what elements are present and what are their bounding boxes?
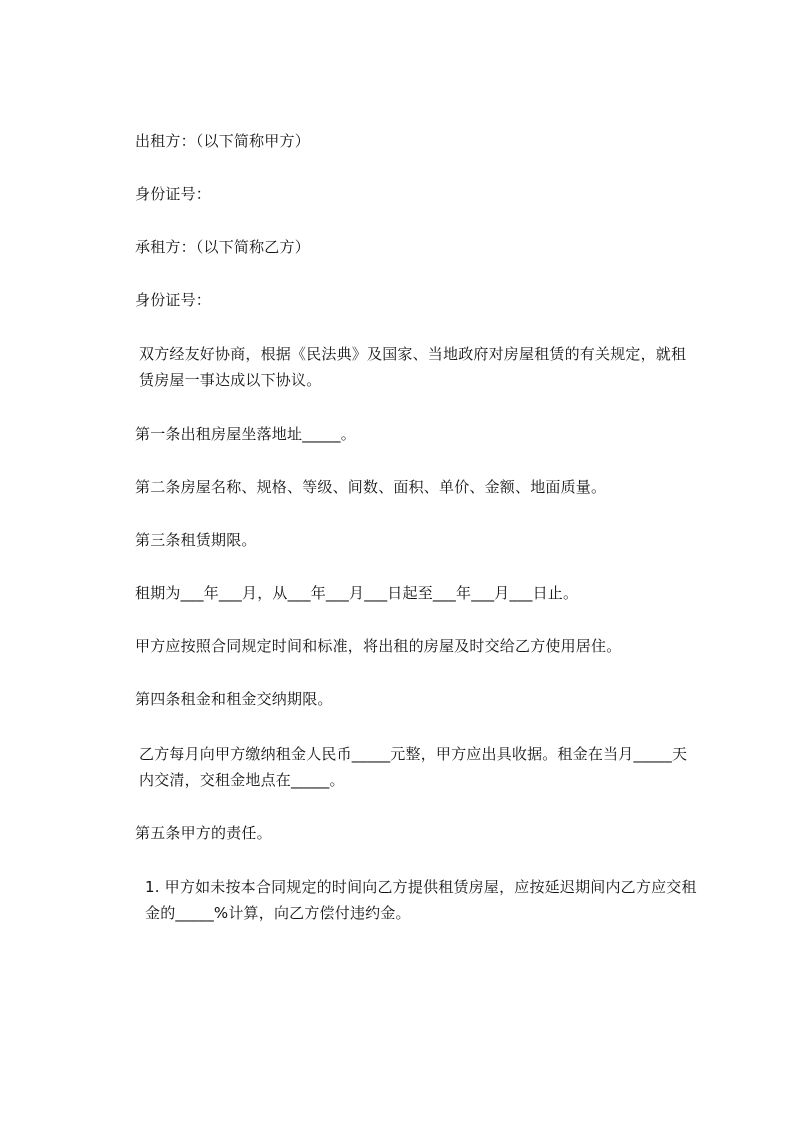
article-3: 第三条租赁期限。 [135, 531, 257, 549]
rent-payment-paragraph: 乙方每月向甲方缴纳租金人民币_____元整，甲方应出具收据。租金在当月_____天内交清，交租金地点在_____。 [139, 745, 688, 789]
preamble-paragraph: 双方经友好协商，根据《民法典》及国家、当地政府对房屋租赁的有关规定，就租赁房屋一事达成以下协议。 [139, 345, 687, 389]
article-1: 第一条出租房屋坐落地址_____。 [135, 425, 356, 443]
lease-term-line: 租期为___年___月，从___年___月___日起至___年___月___日止。 [135, 584, 579, 602]
article-5: 第五条甲方的责任。 [135, 824, 272, 842]
article-4: 第四条租金和租金交纳期限。 [135, 690, 333, 708]
delivery-line: 甲方应按照合同规定时间和标准，将出租的房屋及时交给乙方使用居住。 [135, 637, 622, 655]
lessor-id-line: 身份证号： [135, 185, 212, 203]
clause-5-1: 1. 甲方如未按本合同规定的时间向乙方提供租赁房屋，应按延迟期间内乙方应交租金的_____%计算，向乙方偿付违约金。 [145, 878, 697, 922]
lessee-line: 承租方：（以下简称乙方） [135, 238, 310, 256]
lessor-line: 出租方：（以下简称甲方） [135, 132, 310, 150]
article-2: 第二条房屋名称、规格、等级、间数、面积、单价、金额、地面质量。 [135, 478, 607, 496]
lessee-id-line: 身份证号： [135, 291, 212, 309]
